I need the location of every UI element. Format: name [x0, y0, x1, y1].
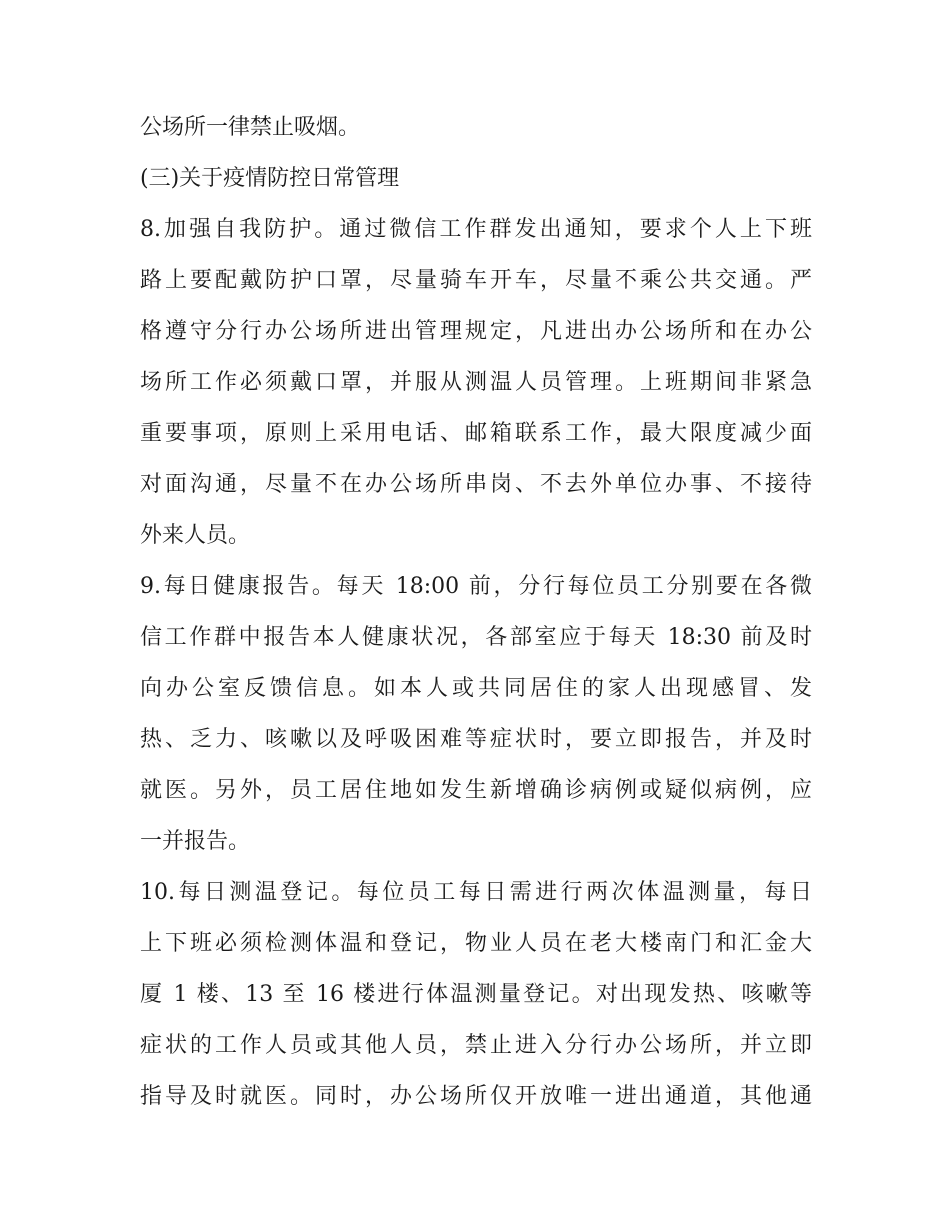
- text-line: 公场所一律禁止吸烟。: [140, 115, 361, 140]
- text-line: 指导及时就医。同时，办公场所仅开放唯一进出通道，其他通: [140, 1084, 812, 1109]
- text-line: 外来人员。: [140, 523, 251, 548]
- text-line: (三)关于疫情防控日常管理: [140, 166, 400, 191]
- text-line: 10.每日测温登记。每位员工每日需进行两次体温测量，每日: [140, 880, 812, 905]
- text-line: 路上要配戴防护口罩，尽量骑车开车，尽量不乘公共交通。严: [140, 268, 812, 293]
- text-line: 症状的工作人员或其他人员，禁止进入分行办公场所，并立即: [140, 1033, 812, 1058]
- text-line: 场所工作必须戴口罩，并服从测温人员管理。上班期间非紧急: [140, 370, 812, 395]
- text-line: 格遵守分行办公场所进出管理规定，凡进出办公场所和在办公: [140, 319, 812, 344]
- text-line: 8.加强自我防护。通过微信工作群发出通知，要求个人上下班: [140, 217, 812, 242]
- text-line: 一并报告。: [140, 829, 251, 854]
- text-line: 对面沟通，尽量不在办公场所串岗、不去外单位办事、不接待: [140, 472, 812, 497]
- text-line: 厦 1 楼、13 至 16 楼进行体温测量登记。对出现发热、咳嗽等: [140, 982, 812, 1007]
- text-line: 9.每日健康报告。每天 18:00 前，分行每位员工分别要在各微: [140, 574, 812, 599]
- text-line: 向办公室反馈信息。如本人或共同居住的家人出现感冒、发: [140, 676, 812, 701]
- text-line: 上下班必须检测体温和登记，物业人员在老大楼南门和汇金大: [140, 931, 812, 956]
- text-line: 信工作群中报告本人健康状况，各部室应于每天 18:30 前及时: [140, 625, 812, 650]
- text-line: 重要事项，原则上采用电话、邮箱联系工作，最大限度减少面: [140, 421, 812, 446]
- text-line: 热、乏力、咳嗽以及呼吸困难等症状时，要立即报告，并及时: [140, 727, 812, 752]
- body-text: [140, 102, 812, 1122]
- text-line: 就医。另外，员工居住地如发生新增确诊病例或疑似病例，应: [140, 778, 812, 803]
